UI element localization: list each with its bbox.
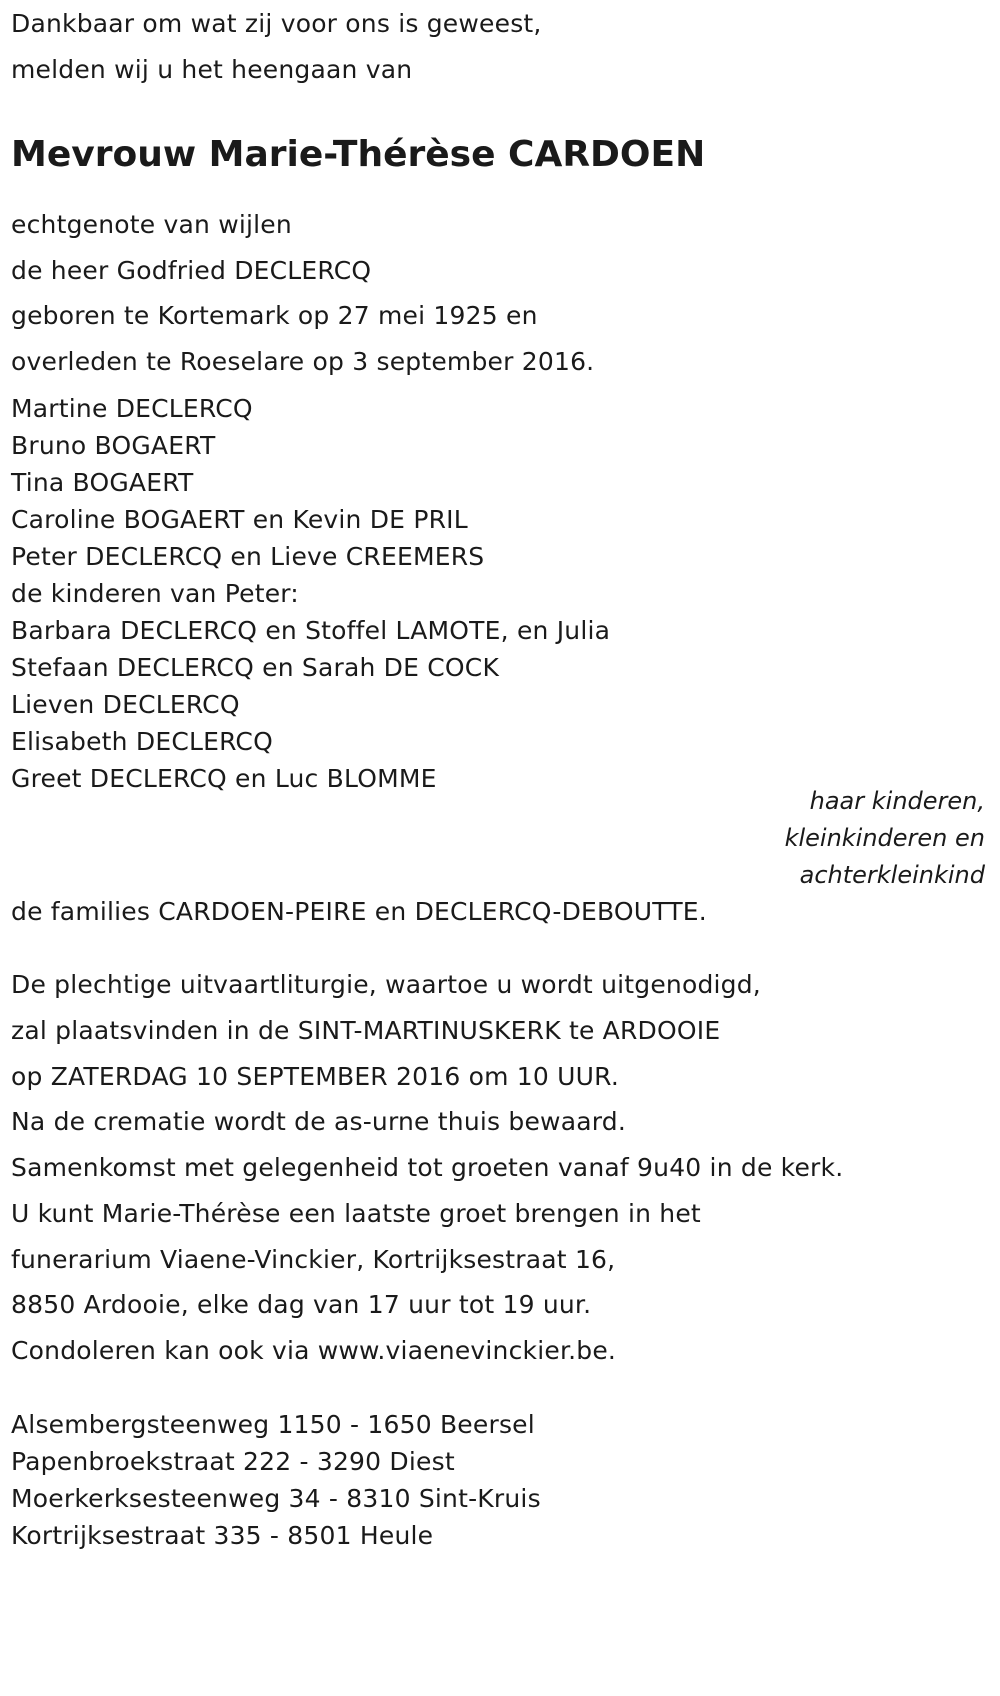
ceremony-line-9: Condoleren kan ook via www.viaenevinckier.be. <box>11 1336 617 1365</box>
relation-line-2: kleinkinderen en <box>784 824 985 852</box>
relation-line-1: haar kinderen, <box>809 787 985 815</box>
family-line-2: Bruno BOGAERT <box>11 431 216 460</box>
ceremony-line-7: funerarium Viaene-Vinckier, Kortrijksestraat 16, <box>11 1245 616 1274</box>
bio-line-1: echtgenote van wijlen <box>11 210 292 239</box>
family-line-4: Caroline BOGAERT en Kevin DE PRIL <box>11 505 468 534</box>
address-line-2: Papenbroekstraat 222 - 3290 Diest <box>11 1447 455 1476</box>
bio-line-3: geboren te Kortemark op 27 mei 1925 en <box>11 301 538 330</box>
address-line-4: Kortrijksestraat 335 - 8501 Heule <box>11 1521 434 1550</box>
bio-line-4: overleden te Roeselare op 3 september 2016. <box>11 347 595 376</box>
intro-line-1: Dankbaar om wat zij voor ons is geweest, <box>11 9 542 38</box>
intro-line-2: melden wij u het heengaan van <box>11 55 413 84</box>
ceremony-line-1: De plechtige uitvaartliturgie, waartoe u wordt uitgenodigd, <box>11 970 761 999</box>
family-line-5: Peter DECLERCQ en Lieve CREEMERS <box>11 542 485 571</box>
relation-line-3: achterkleinkind <box>799 861 985 889</box>
ceremony-line-4: Na de crematie wordt de as-urne thuis bewaard. <box>11 1107 626 1136</box>
ceremony-line-5: Samenkomst met gelegenheid tot groeten vanaf 9u40 in de kerk. <box>11 1153 844 1182</box>
family-line-11: Greet DECLERCQ en Luc BLOMME <box>11 764 437 793</box>
address-line-3: Moerkerksesteenweg 34 - 8310 Sint-Kruis <box>11 1484 541 1513</box>
deceased-name: Mevrouw Marie-Thérèse CARDOEN <box>11 134 706 175</box>
family-line-8: Stefaan DECLERCQ en Sarah DE COCK <box>11 653 500 682</box>
family-line-7: Barbara DECLERCQ en Stoffel LAMOTE, en Julia <box>11 616 611 645</box>
address-line-1: Alsembergsteenweg 1150 - 1650 Beersel <box>11 1410 535 1439</box>
family-line-3: Tina BOGAERT <box>11 468 194 497</box>
family-line-6: de kinderen van Peter: <box>11 579 299 608</box>
families-line: de families CARDOEN-PEIRE en DECLERCQ-DEBOUTTE. <box>11 897 707 926</box>
family-line-9: Lieven DECLERCQ <box>11 690 240 719</box>
family-line-10: Elisabeth DECLERCQ <box>11 727 273 756</box>
ceremony-line-2: zal plaatsvinden in de SINT-MARTINUSKERK te ARDOOIE <box>11 1016 721 1045</box>
bio-line-2: de heer Godfried DECLERCQ <box>11 256 372 285</box>
family-line-1: Martine DECLERCQ <box>11 394 253 423</box>
ceremony-line-8: 8850 Ardooie, elke dag van 17 uur tot 19 uur. <box>11 1290 592 1319</box>
ceremony-line-6: U kunt Marie-Thérèse een laatste groet brengen in het <box>11 1199 701 1228</box>
ceremony-line-3: op ZATERDAG 10 SEPTEMBER 2016 om 10 UUR. <box>11 1062 619 1091</box>
